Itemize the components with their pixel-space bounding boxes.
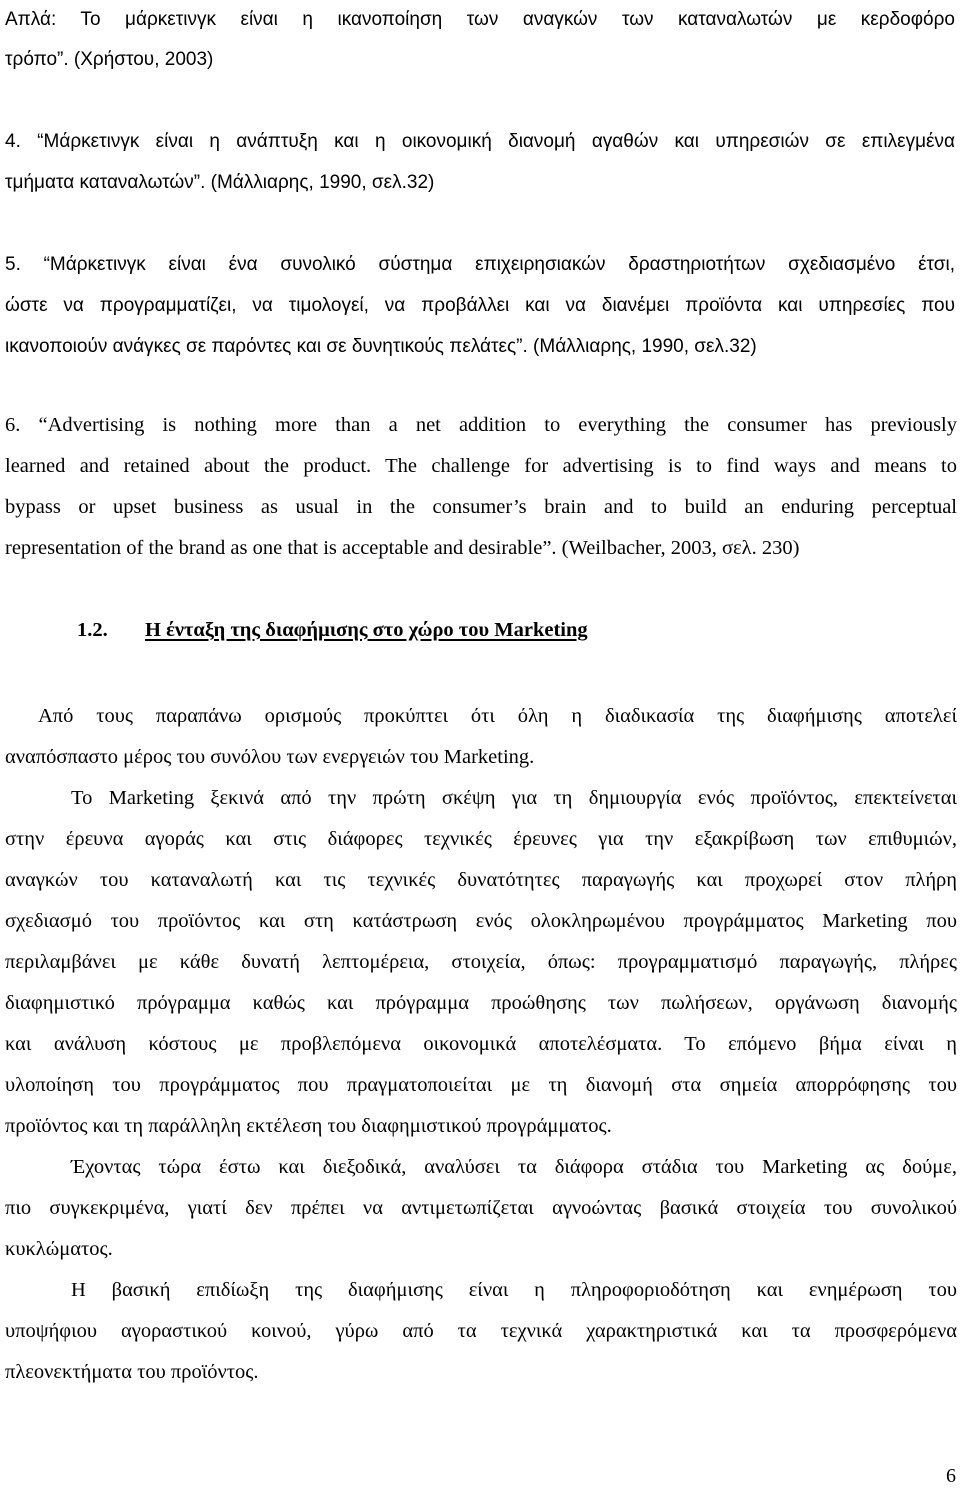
- paragraph-2-line-1: Το Marketing ξεκινά από την πρώτη σκέψη για τη δημιουργία ενός προϊόντος, επεκτείνεται: [71, 787, 957, 809]
- definition-5-line-1: 5. “Μάρκετινγκ είναι ένα συνολικό σύστημα επιχειρησιακών δραστηριοτήτων σχεδιασμένο έτσι,: [5, 254, 955, 275]
- paragraph-2-line-3: αναγκών του καταναλωτή και τις τεχνικές δυνατότητες παραγωγής και προχωρεί στον πλήρη: [5, 869, 957, 891]
- definition-3-line-1: Απλά: Το μάρκετινγκ είναι η ικανοποίηση των αναγκών των καταναλωτών με κερδοφόρο: [5, 9, 955, 30]
- section-title: Η ένταξη της διαφήμισης στο χώρο του Marketing: [145, 619, 588, 641]
- definition-6-line-2: learned and retained about the product. The challenge for advertising is to find ways and means to: [5, 455, 957, 477]
- paragraph-4-line-2: υποψήφιου αγοραστικού κοινού, γύρω από τα τεχνικά χαρακτηριστικά και τα προσφερόμενα: [5, 1320, 957, 1342]
- section-heading: [77, 618, 588, 642]
- paragraph-2-line-9: προϊόντος και τη παράλληλη εκτέλεση του διαφημιστικού προγράμματος.: [5, 1115, 612, 1137]
- paragraph-2-line-5: περιλαμβάνει με κάθε δυνατή λεπτομέρεια, στοιχεία, όπως: προγραμματισμό παραγωγής, πλήρες: [5, 951, 957, 973]
- definition-6-line-1: 6. “Advertising is nothing more than a net addition to everything the consumer has previously: [5, 414, 957, 436]
- page-number: 6: [946, 1465, 956, 1487]
- paragraph-3-line-2: πιο συγκεκριμένα, γιατί δεν πρέπει να αντιμετωπίζεται αγνοώντας βασικά στοιχεία του συνολικού: [5, 1197, 957, 1219]
- definition-4-line-2: τμήματα καταναλωτών”. (Μάλλιαρης, 1990, σελ.32): [5, 172, 435, 193]
- paragraph-2-line-7: και ανάλυση κόστους με προβλεπόμενα οικονομικά αποτελέσματα. Το επόμενο βήμα είναι η: [5, 1033, 957, 1055]
- paragraph-3-line-3: κυκλώματος.: [5, 1238, 113, 1260]
- section-number: 1.2.: [77, 619, 108, 641]
- paragraph-4-line-3: πλεονεκτήματα του προϊόντος.: [5, 1361, 259, 1383]
- paragraph-2-line-8: υλοποίηση του προγράμματος που πραγματοποιείται με τη διανομή στα σημεία απορρόφησης του: [5, 1074, 957, 1096]
- paragraph-2-line-4: σχεδιασμό του προϊόντος και στη κατάστρωση ενός ολοκληρωμένου προγράμματος Marketing που: [5, 910, 957, 932]
- definition-6-line-4: representation of the brand as one that is acceptable and desirable”. (Weilbacher, 2003, σελ. 230): [5, 537, 800, 559]
- definition-5-line-3: ικανοποιούν ανάγκες σε παρόντες και σε δυνητικούς πελάτες”. (Μάλλιαρης, 1990, σελ.32): [5, 336, 757, 357]
- definition-5-line-2: ώστε να προγραμματίζει, να τιμολογεί, να προβάλλει και να διανέμει προϊόντα και υπηρεσίες που: [5, 295, 955, 316]
- paragraph-2-line-2: στην έρευνα αγοράς και στις διάφορες τεχνικές έρευνες για την εξακρίβωση των επιθυμιών,: [5, 828, 957, 850]
- definition-6-line-3: bypass or upset business as usual in the consumer’s brain and to build an enduring perceptual: [5, 496, 957, 518]
- paragraph-4-line-1: Η βασική επιδίωξη της διαφήμισης είναι η πληροφοριοδότηση και ενημέρωση του: [71, 1279, 957, 1301]
- definition-3-line-2: τρόπο”. (Χρήστου, 2003): [5, 49, 214, 70]
- paragraph-2-line-6: διαφημιστικό πρόγραμμα καθώς και πρόγραμμα προώθησης των πωλήσεων, οργάνωση διανομής: [5, 992, 957, 1014]
- paragraph-3-line-1: Έχοντας τώρα έστω και διεξοδικά, αναλύσει τα διάφορα στάδια του Marketing ας δούμε,: [71, 1156, 957, 1178]
- definition-4-line-1: 4. “Μάρκετινγκ είναι η ανάπτυξη και η οικονομική διανομή αγαθών και υπηρεσιών σε επιλεγμένα: [5, 131, 955, 152]
- paragraph-1-line-1: Από τους παραπάνω ορισμούς προκύπτει ότι όλη η διαδικασία της διαφήμισης αποτελεί: [38, 705, 957, 727]
- paragraph-1-line-2: αναπόσπαστο μέρος του συνόλου των ενεργειών του Marketing.: [5, 746, 535, 768]
